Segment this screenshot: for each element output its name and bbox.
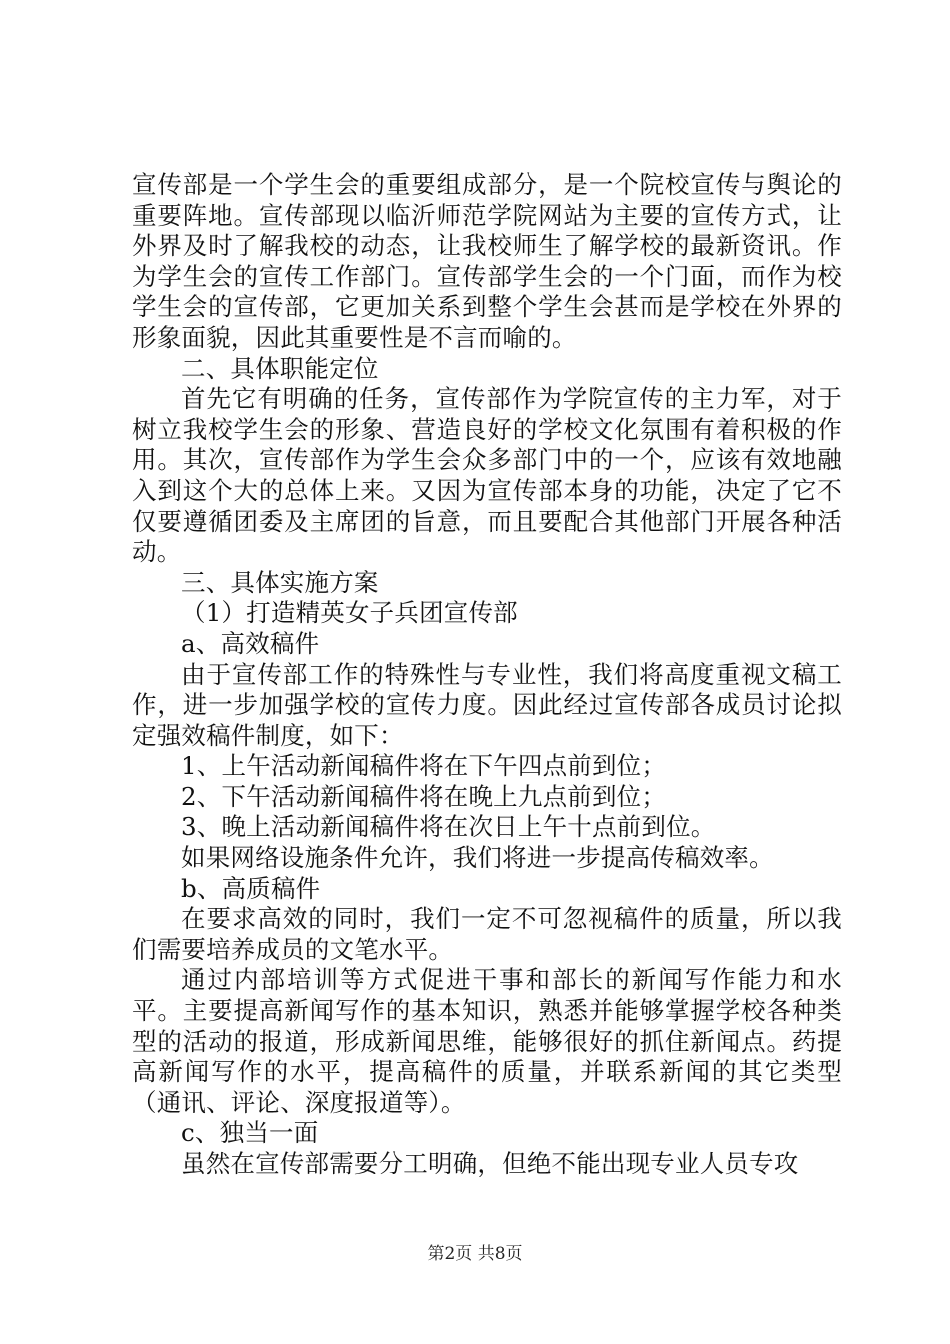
paragraph-quality: 在要求高效的同时，我们一定不可忽视稿件的质量，所以我们需要培养成员的文笔水平。	[132, 904, 842, 964]
list-item-2: 2、下午活动新闻稿件将在晚上九点前到位；	[181, 781, 667, 811]
section-heading-3: 三、具体实施方案	[181, 567, 379, 597]
page-number-footer: 第2页 共8页	[427, 1244, 523, 1264]
paragraph-training: 通过内部培训等方式促进干事和部长的新闻写作能力和水平。主要提高新闻写作的基本知识，熟悉并能够掌握学校各种类型的活动的报道，形成新闻思维，能够很好的抓住新闻点。药提高新闻写作的水平，提高稿件的质量，并联系新闻的其它类型（通讯、评论、深度报道等）。	[132, 965, 842, 1117]
paragraph-functions: 首先它有明确的任务，宣传部作为学院宣传的主力军，对于树立我校学生会的形象、营造良好的学校文化氛围有着积极的作用。其次，宣传部作为学生会众多部门中的一个，应该有效地融入到这个大的总体上来。又因为宣传部本身的功能，决定了它不仅要遵循团委及主席团的旨意，而且要配合其他部门开展各种活动。	[132, 384, 842, 567]
paragraph-network: 如果网络设施条件允许，我们将进一步提高传稿效率。	[181, 843, 774, 873]
paragraph-intro: 宣传部是一个学生会的重要组成部分，是一个院校宣传与舆论的重要阵地。宣传部现以临沂师范学院网站为主要的宣传方式，让外界及时了解我校的动态，让我校师生了解学校的最新资讯。作为学生会的宣传工作部门。宣传部学生会的一个门面，而作为校学生会的宣传部，它更加关系到整个学生会甚而是学校在外界的形象面貌，因此其重要性是不言而喻的。	[132, 170, 842, 352]
subsection-heading-1: （1）打造精英女子兵团宣传部	[181, 598, 518, 628]
paragraph-independence: 虽然在宣传部需要分工明确，但绝不能出现专业人员专攻	[181, 1149, 799, 1178]
list-item-3: 3、晚上活动新闻稿件将在次日上午十点前到位。	[181, 812, 716, 842]
paragraph-efficiency: 由于宣传部工作的特殊性与专业性，我们将高度重视文稿工作，进一步加强学校的宣传力度。因此经过宣传部各成员讨论拟定强效稿件制度，如下：	[132, 659, 842, 750]
item-heading-c: c、独当一面	[181, 1118, 319, 1148]
list-item-1: 1、上午活动新闻稿件将在下午四点前到位；	[181, 751, 667, 781]
section-heading-2: 二、具体职能定位	[181, 353, 379, 383]
item-heading-a: a、高效稿件	[181, 628, 320, 658]
document-body	[132, 170, 842, 1180]
item-heading-b: b、高质稿件	[181, 873, 321, 903]
